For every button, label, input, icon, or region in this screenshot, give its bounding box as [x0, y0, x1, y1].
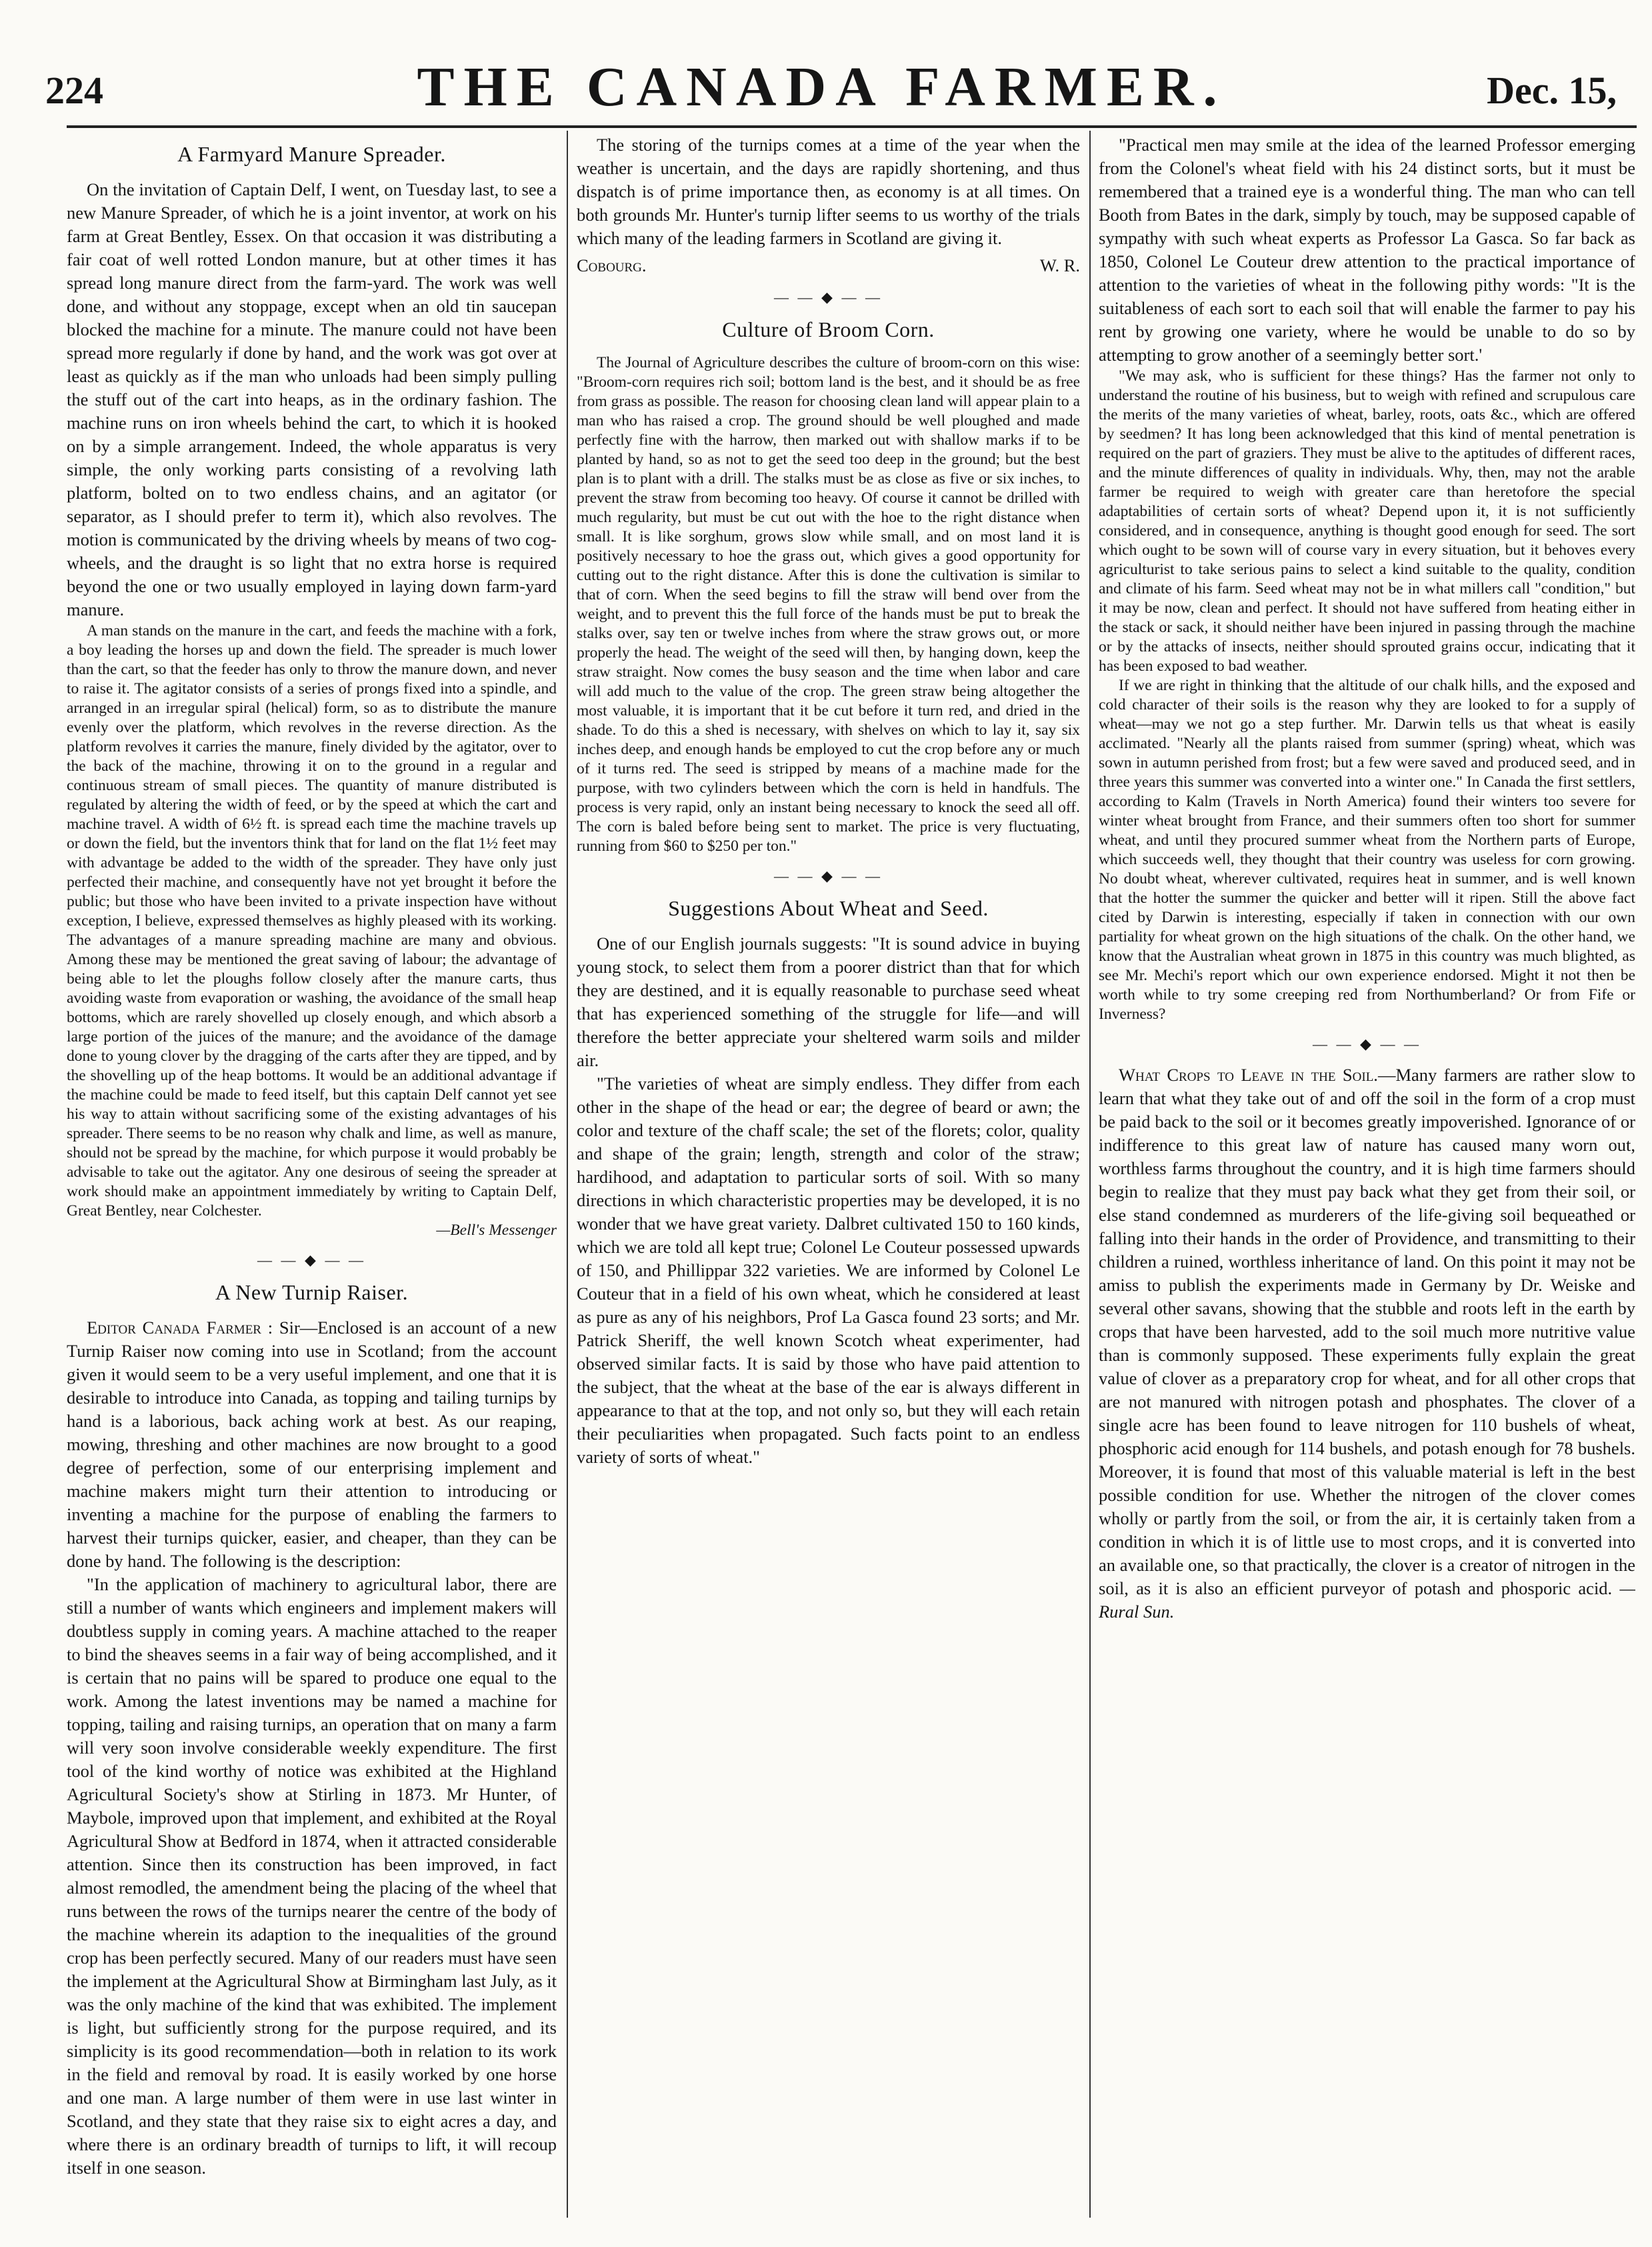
- article-paragraph: On the invitation of Captain Delf, I went, on Tuesday last, to see a new Manure Spreader, of which he is a joint inventor, at work on his farm at Great Bentley, Essex. On that occasion it was distributing a fair coat of well rotted London manure, but at other times it has spread long manure direct from the farm-yard. The work was well done, and without any stoppage, except when an old tin saucepan blocked the machine for a minute. The manure could not have been spread more regularly if done by hand, and the work was got over at least as quickly as if the man who unloads had been simply pulling the stuff out of the cart into heaps, as in the ordinary fashion. The machine runs on iron wheels behind the cart, to which it is hooked on by a simple arrangement. Indeed, the whole apparatus is very simple, the only working parts consisting of a revolving lath platform, bolted on to two endless chains, and an agitator (or separator, as I should prefer to term it), which also revolves. The motion is communicated by the driving wheels by means of two cog-wheels, and the draught is so light that no extra horse is required beyond the one or two usually employed in laying down farm-yard manure.: [67, 179, 557, 619]
- article-title: Suggestions About Wheat and Seed.: [668, 896, 989, 920]
- article-paragraph: One of our English journals suggests: "It is sound advice in buying young stock, to select them from a poorer district than that for which they are destined, and it is equally reasonable to purchase seed wheat that has experienced something of the struggle for life—and will therefore the better appreciate your sheltered warm soils and milder air.: [577, 933, 1080, 1070]
- issue-date: Dec. 15,: [1487, 69, 1617, 112]
- article-paragraph: "We may ask, who is sufficient for these things? Has the farmer not only to understand the routine of his business, but to weigh with refined and scrupulous care the merits of the many varieties of wheat, barley, roots, oats &c., which are offered by seedmen? It has long been acknowledged that this kind of mental penetration is required on the part of graziers. They must be alive to the aptitudes of different races, and the minute differences of quality in individuals. Why, then, may not the arable farmer be required to weigh with greater care than heretofore the special adaptabilities of certain sorts of wheat? Depend upon it, it is not sufficiently considered, and in consequence, anything is thought good enough for seed. The sort which ought to be sown will of course vary in every situation, but it behoves every agriculturist to take serious pains to select a kind suitable to the quality, condition and climate of his farm. Seed wheat may not be in what millers call "condition," but it may be now, clean and perfect. It should not have suffered from heating either in the stack or sack, it should neither have been injured in passing through the machine or by the attacks of insects, neither should sprouted grains occur, indicating that it has been exposed to bad weather.: [1099, 367, 1635, 675]
- article-paragraph: "The varieties of wheat are simply endless. They differ from each other in the shape of the head or ear; the degree of beard or awn; the color and texture of the chaff scale; the set of the florets; color, quality and shape of the grain; length, strength and color of the straw; hardihood, and adaptation to particular sorts of soil. With so many directions in which characteristic properties may be developed, it is no wonder that we have great variety. Dalbret cultivated 150 to 160 kinds, which we are told all kept true; Colonel Le Couteur possessed upwards of 150, and Phillippar 322 varieties. We are informed by Colonel Le Couteur that in a field of his own wheat, which he considered at least as pure as any of his neighbors, Prof La Gasca found 23 sorts; and Mr. Patrick Sheriff, the well known Scotch wheat experimenter, had observed similar facts. It is said by those who have paid attention to the subject, that the wheat at the base of the ear is always different in appearance to that at the top, and not only so, but they will each retain their peculiarities when propagated. Such facts point to an endless variety of sorts of wheat.": [577, 1073, 1080, 1467]
- article-title: Culture of Broom Corn.: [722, 317, 935, 341]
- article-title: A Farmyard Manure Spreader.: [177, 142, 446, 166]
- column-3: [1099, 133, 1635, 2217]
- column-2: [577, 133, 1080, 2217]
- column-rule: [1089, 131, 1091, 2218]
- section-divider: — — ◆ — —: [1313, 1035, 1421, 1052]
- header-rule: [67, 125, 1637, 128]
- column-rule: [567, 131, 568, 2218]
- article-paragraph: "In the application of machinery to agricultural labor, there are still a number of wants which engineers and implement makers will doubtless supply in coming years. A machine attached to the reaper to bind the sheaves seems in a fair way of being accomplished, and it is certain that no pains will be spared to produce one equal to the work. Among the latest inventions may be named a machine for topping, tailing and raising turnips, an operation that on many a farm will very soon involve considerable weekly expenditure. The first tool of the kind worthy of notice was exhibited at the Highland Agricultural Society's show at Stirling in 1873. Mr Hunter, of Maybole, improved upon that implement, and exhibited at the Royal Agricultural Show at Bedford in 1874, when it attracted considerable attention. Since then its construction has been improved, in fact almost remodled, the amendment being the placing of the wheel that runs between the rows of the turnips nearer the centre of the body of the machine wherein its adaption to the inequalities of the ground crop has been perfectly secured. Many of our readers must have seen the implement at the Agricultural Show at Birmingham last July, as it was the only machine of the kind that was exhibited. The implement is light, but sufficiently strong for the purpose required, and its simplicity is its good recommendation—both in relation to its work in the field and removal by road. It is easily worked by one horse and one man. A large number of them were in use last winter in Scotland, and they state that they raise six to eight acres a day, and where there is an ordinary breadth of turnips to lift, it will recoup itself in one season.: [67, 1574, 557, 2178]
- section-divider: — — ◆ — —: [774, 289, 883, 305]
- article-credit: —Bell's Messenger: [436, 1222, 557, 1239]
- article-paragraph: —Many farmers are rather slow to learn that what they take out of and off the soil in the form of a crop must be paid back to the soil or it becomes greatly impoverished. Ignorance of or indifference to this great law of nature has caused many worn out, worthless farms throughout the country, and it is high time farmers should begin to realize that they must pay back what they get from their soil, or else stand condemned as murderers of the life-giving soil bequeathed or falling into their hands in the order of Providence, and transmitting to their children a ruined, worthless inheritance of land. On this point it may not be amiss to publish the experiments made in Germany by Dr. Weiske and several other savans, showing that the stubble and roots left in the earth by crops that have been harvested, add to the soil much more nutritive value than is commonly supposed. These experiments fully explain the great value of clover as a preparatory crop for wheat, and for all other crops that are not manured with nitrogen potash and phosphates. The clover of a single acre has been found to leave nitrogen for 110 bushels of wheat, phosphoric acid enough for 114 bushels, and potash enough for 78 bushels. Moreover, it is found that most of this valuable material is left in the best possible condition for use. Whether the nitrogen of the clover comes wholly or partly from the soil, or from the air, it is certainly taken from a condition in which it is of little use to most crops, and it is converted into an available one, so that practically, the clover is a creator of nitrogen in the soil, as it is also an efficient purveyor of potash and phosporic acid.: [1099, 1065, 1635, 1598]
- signature: W. R.: [1039, 255, 1080, 275]
- article-paragraph: The Journal of Agriculture describes the culture of broom-corn on this wise: "Broom-corn requires rich soil; bottom land is the best, and it should be as free from grass as possible. The reason for choosing clean land will appear plain to a man who has raised a crop. The ground should be well ploughed and made perfectly fine with the harrow, then marked out with shallow marks if to be planted by hand, so as not to get the seed too deep in the ground; but the best plan is to plant with a drill. The stalks must be as close as five or six inches, to prevent the straw from becoming too heavy. Of course it cannot be drilled with much regularity, but must be cut out with the hoe to the right distance when small. It is like sorghum, grows slow while small, and on most land it is positively necessary to hoe the grass out, which gives a good opportunity for cutting out to the right distance. After this is done the cultivation is similar to that of corn. When the seed begins to fill the straw will bend over from the weight, and to prevent this the full force of the hands must be put to break the stalks over, say ten or twelve inches from where the straw grows out, or more properly the head. The weight of the seed will then, by hanging down, keep the straw straight. Now comes the busy season and the time when labor and care will add much to the value of the crop. The green straw being altogether the most valuable, it is important that it be cut before it turn red, and dried in the shade. To do this a shed is necessary, with shelves on which to lay it, say six inches deep, and enough hands be employed to cut the crop before any or much of it turns red. The seed is stripped by means of a machine made for the purpose, with two cylinders between which the corn is held in handfuls. The process is very rapid, only an instant being necessary to knock the seed all off. The corn is baled before being sent to market. The price is very fluctuating, running from $60 to $250 per ton.": [577, 354, 1080, 855]
- page-number: 224: [45, 69, 103, 112]
- section-divider: — — ◆ — —: [257, 1252, 366, 1268]
- article-paragraph: The storing of the turnips comes at a time of the year when the weather is uncertain, and the days are rapidly shortening, and thus dispatch is of prime importance then, as economy is at all times. On both grounds Mr. Hunter's turnip lifter seems to us worthy of the trials which many of the leading farmers in Scotland are giving it.: [577, 135, 1080, 248]
- article-paragraph: Sir—Enclosed is an account of a new Turnip Raiser now coming into use in Scotland; from the account given it would seem to be a very useful implement, and one that it is desirable to introduce into Canada, as topping and tailing turnips by hand is a laborious, back aching work at best. As our reaping, mowing, threshing and other machines are now brought to a good degree of perfection, some of our enterprising implement and machine makers might turn their attention to introducing or inventing a machine for the purpose of enabling the farmers to harvest their turnips quicker, easier, and cheaper, than they can be done by hand. The following is the description:: [67, 1318, 557, 1571]
- section-divider: — — ◆ — —: [774, 867, 883, 884]
- column-1: [67, 133, 557, 2217]
- article-paragraph: "Practical men may smile at the idea of the learned Professor emerging from the Colonel's wheat field with his 24 distinct sorts, but it must be remembered that a trained eye is a wonderful thing. The man who can tell Booth from Bates in the dark, simply by touch, may be supposed capable of sympathy with such wheat experts as Professor La Gasca. So far back as 1850, Colonel Le Couteur drew attention to the practical importance of attention to the varieties of wheat in the following pithy words: "It is the suitableness of each sort to each soil that will enable the farmer to pay his rent by growing one variety, where he would be unable to do so by attempting to grow another of a seemingly better sort.': [1099, 135, 1635, 365]
- lead-in: What Crops to Leave in the Soil.: [1119, 1065, 1378, 1085]
- signature-row: [577, 254, 1080, 277]
- signature-place: Cobourg.: [577, 255, 647, 275]
- article-credit: —Rural Sun.: [1099, 1578, 1635, 1622]
- article-paragraph: If we are right in thinking that the altitude of our chalk hills, and the exposed and cold character of their soils is the reason why they are looked to for a supply of wheat—may we not go a step further. Mr. Darwin tells us that wheat is easily acclimated. "Nearly all the plants raised from summer (spring) wheat, which was sown in autumn perished from frost; but a few were saved and produced seed, and in three years this summer was converted into a winter one." In Canada the first settlers, according to Kalm (Travels in North America) found their winters too severe for winter wheat brought from France, and their summers often too short for summer wheat, and until they procured summer wheat from the Northern parts of Europe, which succeeds well, they thought that their country was useless for corn growing. No doubt wheat, wherever cultivated, requires heat in summer, and is well known that the hotter the summer the quicker and better will it ripen. Still the above fact cited by Darwin is interesting, especially if taken in connection with our own partiality for wheat grown on the high situations of the chalk. On the other hand, we know that the Australian wheat grown in 1875 in this country was much blighted, as see Mr. Mechi's report which our own experience endorsed. Might it not then be worth while to try some creeping red from Northumberland? Or from Fife or Inverness?: [1099, 677, 1635, 1023]
- article-title: A New Turnip Raiser.: [215, 1280, 409, 1304]
- newspaper-title: THE CANADA FARMER.: [417, 56, 1227, 118]
- masthead: [27, 55, 1617, 118]
- article-paragraph: A man stands on the manure in the cart, and feeds the machine with a fork, a boy leading the horses up and down the field. The spreader is much lower than the cart, so that the feeder has only to throw the manure down, and never to raise it. The agitator consists of a series of prongs fixed into a spindle, and arranged in an irregular spiral (helical) form, so as to distribute the manure evenly over the platform, which revolves in the reverse direction. As the platform revolves it carries the manure, finely divided by the agitator, over to the back of the machine, throwing it on to the ground in a regular and continuous stream of small pieces. The quantity of manure distributed is regulated by altering the width of feed, or by the speed at which the cart and machine travel. A width of 6½ ft. is spread each time the machine travels up or down the field, but the inventors think that for land on the flat 1½ feet may with advantage be added to the width of the spreader. They have only just perfected their machine, and consequently have not yet brought it before the public; but those who have been invited to a private inspection have without exception, I believe, expressed themselves as highly pleased with its working. The advantages of a manure spreading machine are many and obvious. Among these may be mentioned the great saving of labour; the advantage of being able to let the ploughs follow closely after the manure carts, thus avoiding waste from evaporation or washing, the avoidance of the small heap bottoms, which are rarely shovelled up closely enough, and which absorb a large portion of the juices of the manure; and the avoidance of the damage done to young clover by the dragging of the carts after they are tipped, and by the shovelling up of the heap bottoms. It would be an additional advantage if the machine could be made to feed itself, but this captain Delf cannot yet see his way to attain without sacrificing some of the existing advantages of his spreader. There seems to be no reason why chalk and lime, as well as manure, should not be spread by the machine, for which purpose it would probably be advisable to take out the agitator. Any one desirous of seeing the spreader at work should make an appointment immediately by writing to Captain Delf, Great Bentley, near Colchester.: [67, 622, 557, 1220]
- lead-in: Editor Canada Farmer :: [87, 1318, 273, 1338]
